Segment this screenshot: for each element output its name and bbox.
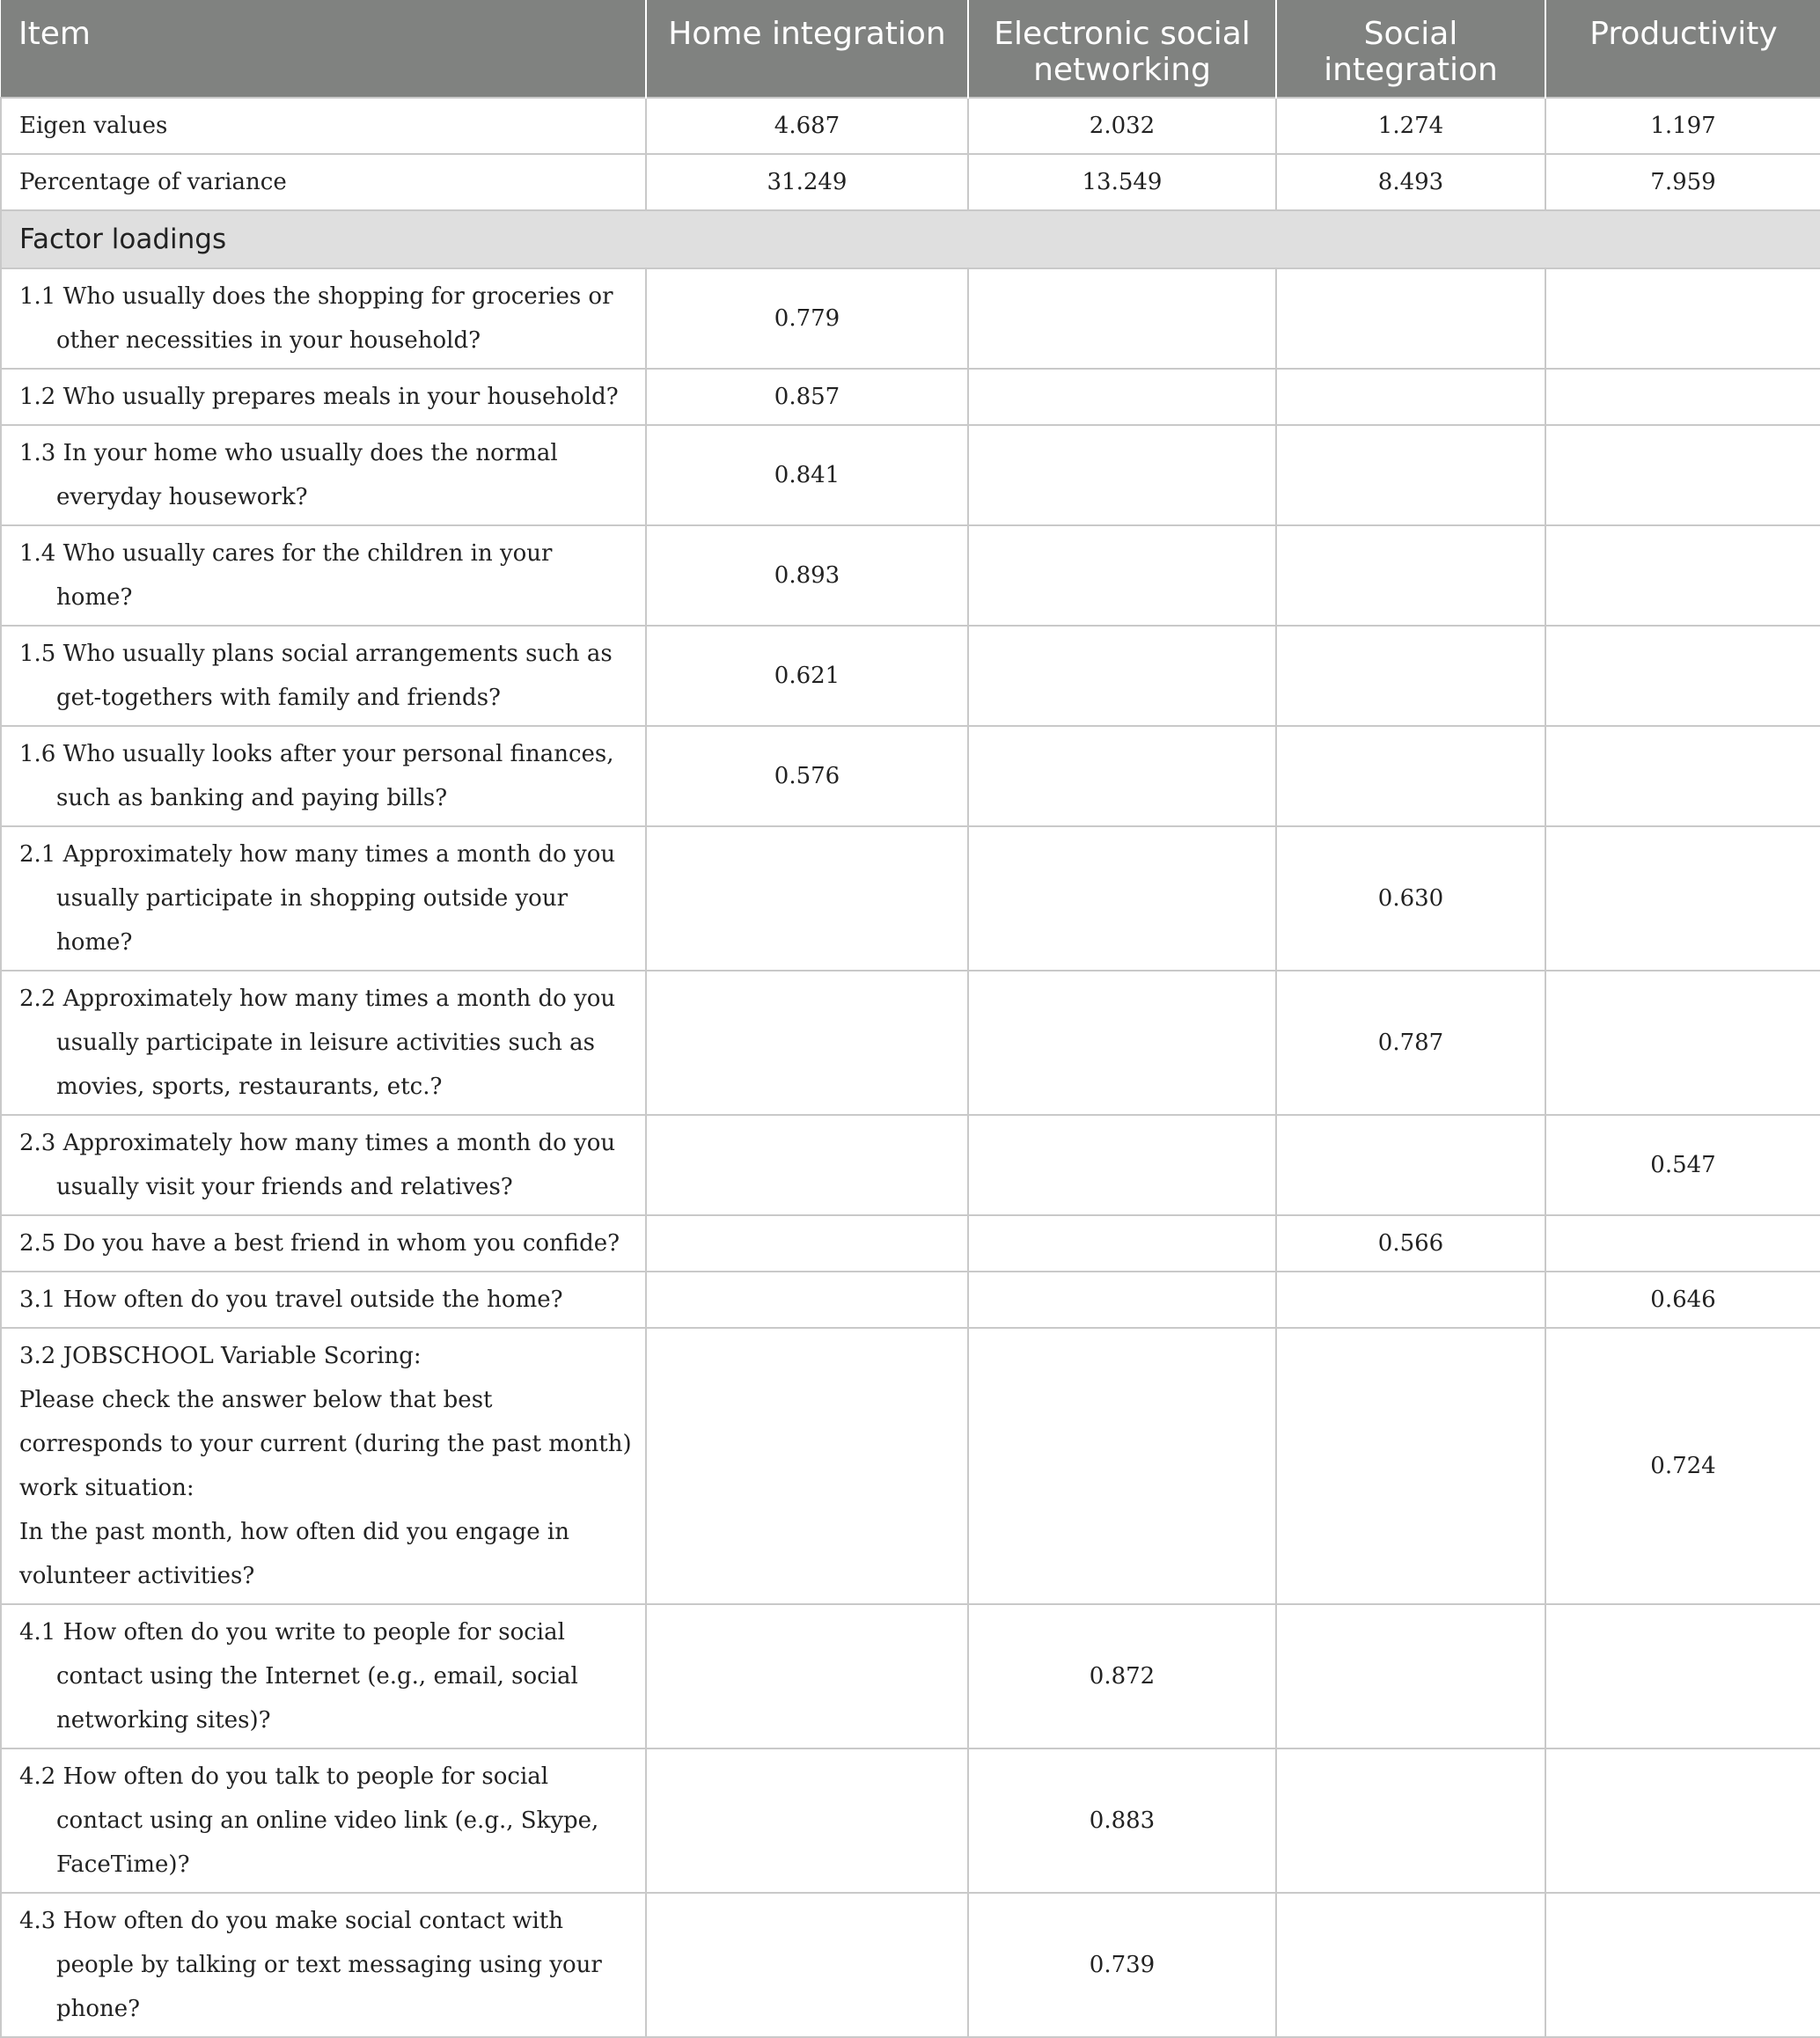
- loading-value: [1276, 1328, 1545, 1604]
- loading-value: [1545, 626, 1820, 726]
- row-label: Eigen values: [1, 98, 646, 154]
- header-home-integration: Home integration: [646, 0, 968, 98]
- loading-value: [1545, 726, 1820, 826]
- item-text-line: 1.1 Who usually does the shopping for groceries or other necessities in your household?: [19, 283, 613, 354]
- loading-value: [968, 626, 1276, 726]
- item-text-line: 4.3 How often do you make social contact with people by talking or text messaging using your phone?: [19, 1908, 602, 2022]
- table-row: [1, 626, 1820, 726]
- loading-value: 0.621: [646, 626, 968, 726]
- table-row: [1, 971, 1820, 1115]
- item-text: [1, 268, 646, 369]
- loading-value: [1545, 525, 1820, 626]
- table-row: [1, 1604, 1820, 1748]
- item-text-line: 3.1 How often do you travel outside the home?: [19, 1287, 563, 1313]
- loading-value: [646, 971, 968, 1115]
- item-text: [1, 1115, 646, 1215]
- percentage-variance-row: [1, 154, 1820, 210]
- item-text: [1, 1272, 646, 1328]
- loading-value: [968, 425, 1276, 525]
- header-electronic-social-networking: Electronic social networking: [968, 0, 1276, 98]
- item-text-line: 2.2 Approximately how many times a month do you usually participate in leisure activities such as movies, sports, restaurants, etc.?: [19, 986, 616, 1100]
- loading-rows: [1, 268, 1820, 2037]
- item-text-line: 1.5 Who usually plans social arrangements such as get-togethers with family and friends?: [19, 641, 613, 711]
- table-row: [1, 1115, 1820, 1215]
- table-row: [1, 726, 1820, 826]
- item-text: [1, 1893, 646, 2037]
- loading-value: [1276, 726, 1545, 826]
- loading-value: [646, 1604, 968, 1748]
- loading-value: [1545, 1604, 1820, 1748]
- loading-value: [1545, 1748, 1820, 1893]
- table-row: [1, 268, 1820, 369]
- item-text: [1, 726, 646, 826]
- loading-value: [1545, 268, 1820, 369]
- loading-value: [1276, 626, 1545, 726]
- item-text-line: 2.5 Do you have a best friend in whom you confide?: [19, 1230, 620, 1257]
- item-text-line: 4.1 How often do you write to people for social contact using the Internet (e.g., email, social networking sites)?: [19, 1619, 578, 1734]
- header-productivity: Productivity: [1545, 0, 1820, 98]
- item-text-line: 2.1 Approximately how many times a month do you usually participate in shopping outside your home?: [19, 841, 616, 956]
- item-text-line: 3.2 JOBSCHOOL Variable Scoring:: [19, 1343, 422, 1369]
- item-text-line: Please check the answer below that best corresponds to your current (during the past month) work situation:: [19, 1387, 632, 1501]
- table-row: [1, 1893, 1820, 2037]
- loading-value: [646, 1328, 968, 1604]
- loading-value: 0.787: [1276, 971, 1545, 1115]
- table-row: [1, 1215, 1820, 1272]
- loading-value: [1276, 1272, 1545, 1328]
- loading-value: 0.547: [1545, 1115, 1820, 1215]
- item-text: [1, 1215, 646, 1272]
- loading-value: 0.857: [646, 369, 968, 425]
- item-text: [1, 1748, 646, 1893]
- item-text-line: 2.3 Approximately how many times a month do you usually visit your friends and relatives?: [19, 1130, 616, 1200]
- loading-value: [1276, 1893, 1545, 2037]
- loading-value: [646, 1115, 968, 1215]
- loading-value: 0.883: [968, 1748, 1276, 1893]
- loading-value: [1545, 826, 1820, 971]
- loading-value: [1276, 425, 1545, 525]
- loading-value: 0.576: [646, 726, 968, 826]
- header-item: Item: [1, 0, 646, 98]
- loading-value: [1276, 1115, 1545, 1215]
- loading-value: [968, 726, 1276, 826]
- item-text: [1, 971, 646, 1115]
- loading-value: [968, 1215, 1276, 1272]
- loading-value: [1545, 971, 1820, 1115]
- loading-value: [1545, 425, 1820, 525]
- loading-value: [968, 1115, 1276, 1215]
- cell-value: 7.959: [1545, 154, 1820, 210]
- cell-value: 31.249: [646, 154, 968, 210]
- header-row: [1, 0, 1820, 98]
- loading-value: [646, 1893, 968, 2037]
- table-row: [1, 525, 1820, 626]
- table-row: [1, 1748, 1820, 1893]
- loading-value: 0.566: [1276, 1215, 1545, 1272]
- loading-value: [1276, 1604, 1545, 1748]
- loading-value: [968, 1272, 1276, 1328]
- item-text-line: 1.2 Who usually prepares meals in your household?: [19, 384, 619, 410]
- item-text: [1, 525, 646, 626]
- loading-value: [646, 1215, 968, 1272]
- section-label: Factor loadings: [1, 210, 1820, 268]
- loading-value: 0.779: [646, 268, 968, 369]
- loading-value: 0.724: [1545, 1328, 1820, 1604]
- loading-value: 0.872: [968, 1604, 1276, 1748]
- item-text: [1, 626, 646, 726]
- loading-value: [968, 1328, 1276, 1604]
- loading-value: [1545, 369, 1820, 425]
- eigen-values-row: [1, 98, 1820, 154]
- table-row: [1, 1272, 1820, 1328]
- loading-value: [646, 1272, 968, 1328]
- loading-value: [1276, 525, 1545, 626]
- cell-value: 13.549: [968, 154, 1276, 210]
- loading-value: [968, 826, 1276, 971]
- item-text: [1, 425, 646, 525]
- factor-loadings-section: [1, 210, 1820, 268]
- cell-value: 4.687: [646, 98, 968, 154]
- cell-value: 2.032: [968, 98, 1276, 154]
- item-text: [1, 1604, 646, 1748]
- loading-value: [1276, 369, 1545, 425]
- loading-value: [968, 525, 1276, 626]
- loading-value: [1276, 268, 1545, 369]
- row-label: Percentage of variance: [1, 154, 646, 210]
- loading-value: 0.739: [968, 1893, 1276, 2037]
- item-text-line: In the past month, how often did you engage in volunteer activities?: [19, 1519, 569, 1589]
- item-text-line: 4.2 How often do you talk to people for social contact using an online video link (e.g., Skype, FaceTime)?: [19, 1763, 599, 1878]
- loading-value: [968, 971, 1276, 1115]
- loading-value: [1276, 1748, 1545, 1893]
- item-text-line: 1.6 Who usually looks after your personal finances, such as banking and paying bills?: [19, 741, 614, 811]
- loading-value: 0.646: [1545, 1272, 1820, 1328]
- table-row: [1, 826, 1820, 971]
- table-row: [1, 425, 1820, 525]
- loading-value: [646, 826, 968, 971]
- cell-value: 8.493: [1276, 154, 1545, 210]
- loading-value: [1545, 1893, 1820, 2037]
- cell-value: 1.197: [1545, 98, 1820, 154]
- loading-value: [1545, 1215, 1820, 1272]
- item-text-line: 1.4 Who usually cares for the children in your home?: [19, 540, 553, 611]
- loading-value: 0.630: [1276, 826, 1545, 971]
- item-text: [1, 826, 646, 971]
- loading-value: 0.893: [646, 525, 968, 626]
- item-text: [1, 369, 646, 425]
- table-row: [1, 1328, 1820, 1604]
- loading-value: [646, 1748, 968, 1893]
- table-row: [1, 369, 1820, 425]
- cell-value: 1.274: [1276, 98, 1545, 154]
- item-text: [1, 1328, 646, 1604]
- loading-value: 0.841: [646, 425, 968, 525]
- loading-value: [968, 369, 1276, 425]
- item-text-line: 1.3 In your home who usually does the normal everyday housework?: [19, 440, 558, 510]
- header-social-integration: Social integration: [1276, 0, 1545, 98]
- loading-value: [968, 268, 1276, 369]
